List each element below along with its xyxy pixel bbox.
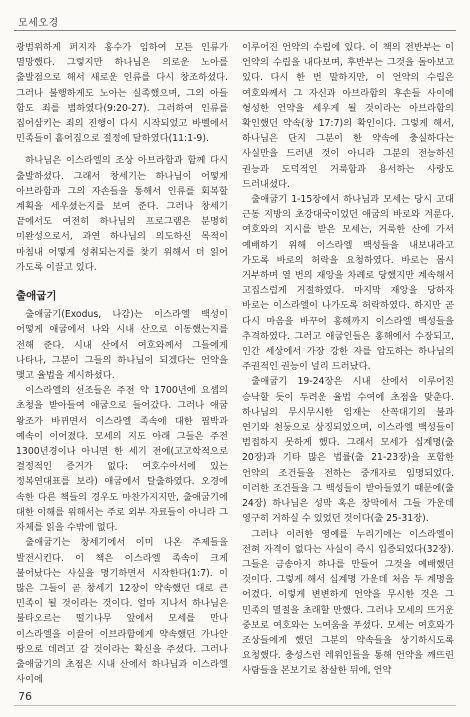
- footer-rule: [14, 705, 456, 706]
- page-number: 76: [18, 690, 32, 703]
- right-paragraph-4: 그러나 이러한 영예를 누리기에는 이스라엘이 전혀 자격이 없다는 사실이 즉시 입증되었다(32장). 그들은 금송아지 하나를 만들어 그것을 예배했던 것이다. 그렇게 해서 십계명 가운데 처음 두 계명을 어겼다. 이렇게 변변하게 언약을 무시한 것은 그 민족의 멸절을 초래할 만했다. 그러나 모세의 뜨거운 중보로 여호와는 노여움을 푸셨다. 모세는 여호와가 조상들에게 했던 그분의 약속들을 상기하시도록 요청했다. 충성스런 레위인들을 통해 언약을 깨뜨린 사람들을 본보기로 참살한 뒤에, 언약: [242, 528, 454, 677]
- section-heading-exodus: 출애굽기: [16, 290, 57, 303]
- left-column: [16, 40, 228, 687]
- running-title: 모세오경: [18, 18, 59, 29]
- right-column: [242, 40, 454, 679]
- left-paragraph-2: 하나님은 이스라엘의 조상 아브라함과 함께 다시 출발하셨다. 그래서 창세기는 하나님이 어떻게 아브라함과 그의 자손들을 통해서 인류를 회복할 계획을 세우셨는지를 보여 준다. 그러나 창세기 끝에서도 여전히 하나님의 프로그램은 분명히 미완성으로서, 과연 하나님의 의도하신 목적이 마침내 어떻게 성취되는지를 찾기 위해서 더 읽어 가도록 이끌고 있다.: [16, 155, 228, 273]
- right-paragraph-1: 이루어진 언약의 수립에 있다. 이 책의 전반부는 이 언약의 수립을 내다보며, 후반부는 그것을 돌아보고 있다. 다시 한 번 말하지만, 이 언약의 수립은 여호와께서 그 자신과 아브라함의 후손들 사이에 형성한 언약을 세우게 될 것이라는 아브라함의 확인했던 약속(창 17:7)의 확인이다. 그렇게 해서, 하나님은 단지 그분이 한 약속에 충실하다는 사실만을 드러낸 것이 아니라 그분의 전능하신 권능과 도덕적인 거룩함과 용서하는 사랑도 드러내셨다.: [242, 42, 454, 190]
- right-paragraph-3: 출애굽기 19-24장은 시내 산에서 이루어진 승낙할 듯이 두려운 율법 수여에 초점을 맞춘다. 하나님의 무시무시한 임재는 산꼭대기의 불과 연기와 천둥으로 상징되었으며, 이스라엘 백성들이 범접하지 못하게 했다. 그래서 모세가 십계명(출 20장)과 기타 많은 법률(출 21-23장)을 포함한 언약의 조건들을 전하는 중개자로 임명되었다. 이러한 조건들을 그 백성들이 받아들였기 때문에(출 24장) 하나님은 성막 혹은 장막에서 그들 가운데 영구히 거하실 수 있었던 것이다(출 25-31장).: [242, 376, 454, 525]
- left-paragraph-4: 이스라엘의 선조들은 주전 약 1700년에 요셉의 초청을 받아들여 애굽으로 들어갔다. 그러나 애굽 왕조가 바뀌면서 이스라엘 족속에 대한 핍박과 예속이 이어졌다. 모세의 지도 아래 그들은 주전 1300년경이나 아니면 한 세기 전에(고고학적으로 결정적인 증거가 없다: 여호수아서에 있는 정복연대표를 보라) 애굽에서 탈출하였다. 오경에 속한 다른 책들의 경우도 마찬가지지만, 출애굽기에 대한 이해를 위해서는 주로 외부 자료들이 아니라 그 자체를 읽을 수밖에 없다.: [16, 385, 228, 534]
- right-paragraph-2: 출애굽기 1-15장에서 하나님과 모세는 당시 고대 근동 지방의 초강대국이었던 애굽의 바로와 겨룬다. 여호와의 지시를 받은 모세는, 거룩한 산에 가서 예배하기 위해 이스라엘 백성들을 내보내라고 가도록 바로의 허락을 요청하였다. 바로는 몹시 거부하며 열 번의 재앙을 차례로 당했지만 계속해서 고집스럽게 거절하였다. 마지막 재앙을 당하자 바로는 이스라엘이 나가도록 허락하였다. 하지만 곧 다시 마음을 바꾸어 홍해까지 이스라엘 백성들을 추격하였다. 그러고 애굽인들은 홍해에서 수장되고, 인간 세상에서 가장 강한 자를 압도하는 하나님의 주권적인 권능이 널리 드러났다.: [242, 194, 454, 373]
- header-rule: [14, 30, 456, 31]
- left-paragraph-5: 출애굽기는 창세기에서 이미 나온 주제들을 발전시킨다. 이 책은 이스라엘 족속이 크게 불어났다는 사실을 명기하면서 시작한다(1:7). 이 많은 그들이 곧 창세기 12장이 약속했던 대로 큰 민족이 될 것이라는 것이다. 얼마 지나서 하나님은 불타오르는 떨기나무 앞에서 모세를 만나 이스라엘을 이끌어 이브라함에게 약속했던 가나안 땅으로 데려고 갈 것이라는 확신을 주셨다. 그러나 출애굽기의 초점은 시내 산에서 하나님과 이스라엘 사이에: [16, 537, 228, 686]
- left-paragraph-1: 광범위하게 퍼지자 홍수가 임하여 모든 인류가 멸망했다. 그렇지만 하나님은 의로운 노아를 출발점으로 해서 새로운 인류를 다시 창조하셨다. 그러나 불행하게도 노아는 실족했으며, 그의 아들 함도 죄를 범하였다(9:20-27). 그러하여 인류를 집어삼키는 죄의 진행이 다시 시작되었고 바벨에서 민족들이 흩어짐으로 절정에 달하였다(11:1-9).: [16, 42, 228, 145]
- left-paragraph-3: 출애굽기(Exodus, 나감)는 이스라엘 백성이 어떻게 애굽에서 나와 시내 산으로 이동했는지를 전해 준다. 시내 산에서 여호와께서 그들에게 나타나, 그분이 그들의 하나님이 되겠다는 언약을 맺고 율법을 계시하셨다.: [16, 309, 228, 382]
